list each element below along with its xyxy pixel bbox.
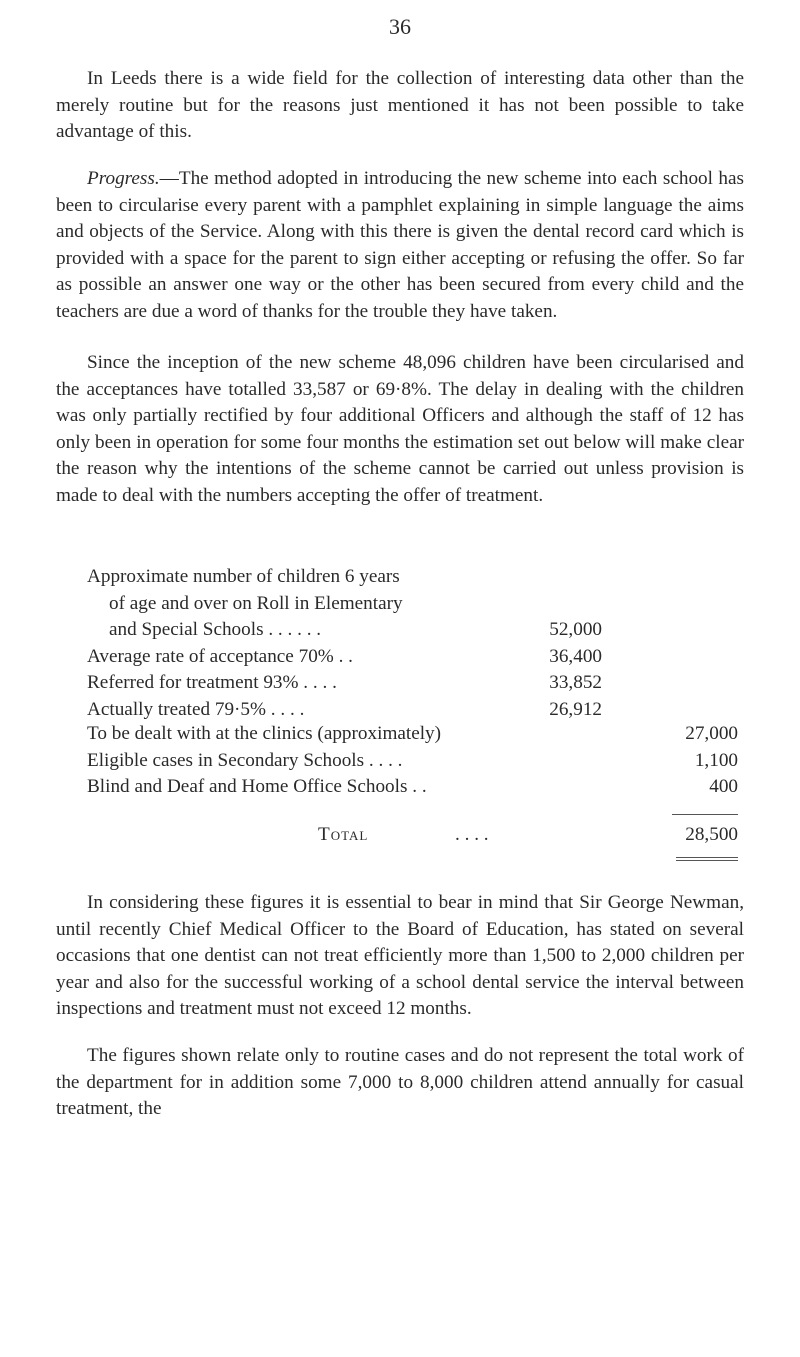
row-value: 1,100 [694, 749, 738, 771]
total-label: Total [318, 824, 369, 845]
row-value: 36,400 [549, 645, 602, 667]
table-row [87, 721, 737, 748]
row-label: Approximate number of children 6 years [87, 566, 400, 587]
total-value: 28,500 [685, 824, 738, 845]
table-row [87, 748, 737, 775]
row-label: To be dealt with at the clinics (approximately) [87, 723, 442, 744]
table-row [87, 697, 687, 724]
row-label: of age and over on Roll in Elementary [109, 592, 403, 614]
row-label: and Special Schools . . . . . . [109, 619, 322, 641]
row-label: Eligible cases in Secondary Schools . . . . [87, 749, 403, 771]
table-row [87, 644, 687, 671]
table-row [87, 670, 687, 697]
row-value: 26,912 [549, 698, 602, 720]
table-row [87, 774, 737, 801]
page-number: 36 [389, 14, 411, 39]
clinic-table [87, 721, 737, 801]
paragraph-figures: The figures shown relate only to routine cases and do not represent the total work of the department for in addition some 7,000 to 8,000 children attend annually for casual treatment, the [56, 1045, 744, 1120]
row-label: Average rate of acceptance 70% . . [87, 645, 353, 667]
paragraph-considering: In considering these figures it is essential to bear in mind that Sir George Newman, until recently Chief Medical Officer to the Board of Education, has stated on several occasions that one dentist can not treat efficiently more than 1,500 to 2,000 children per year and also for the successful working of a school dental service the interval between inspections and treatment must not exceed 12 months. [56, 892, 744, 1020]
row-label: Actually treated 79·5% . . . . [87, 698, 305, 720]
table-row [87, 591, 687, 618]
paragraph-intro: In Leeds there is a wide field for the collection of interesting data other than the merely routine but for the reasons just mentioned it has not been possible to take advantage of this. [56, 68, 744, 143]
progress-heading: Progress. [87, 168, 160, 189]
progress-text: —The method adopted in introducing the new scheme into each school has been to circularise every parent with a pamphlet explaining in simple language the aims and objects of the Service. Along with this there is given the dental record card which is provided with a space for the parent to sign either accepting or refusing the offer. So far as possible an answer one way or the other has been secured from every child and the teachers are due a word of thanks for the trouble they have taken. [56, 168, 744, 322]
row-label: Blind and Deaf and Home Office Schools . . [87, 776, 427, 798]
row-value: 400 [709, 776, 738, 798]
total-row [87, 822, 737, 849]
row-value: 27,000 [685, 723, 738, 744]
row-label: Referred for treatment 93% . . . . [87, 672, 337, 694]
table-row [87, 617, 687, 644]
sum-rule [672, 814, 738, 815]
row-value: 52,000 [549, 619, 602, 641]
total-leader-dots: . . . . [455, 824, 489, 845]
paragraph-inception: Since the inception of the new scheme 48,096 children have been circularised and the acceptances have totalled 33,587 or 69·8%. The delay in dealing with the children was only partially rectified by four additional Officers and although the staff of 12 has only been in operation for some four months the estimation set out below will make clear the reason why the intentions of the scheme cannot be carried out unless provision is made to deal with the numbers accepting the offer of treatment. [56, 352, 744, 506]
paragraph-progress [56, 166, 744, 326]
table-row [87, 564, 687, 591]
row-value: 33,852 [549, 672, 602, 694]
total-double-rule [676, 857, 738, 861]
estimate-table [87, 564, 687, 724]
